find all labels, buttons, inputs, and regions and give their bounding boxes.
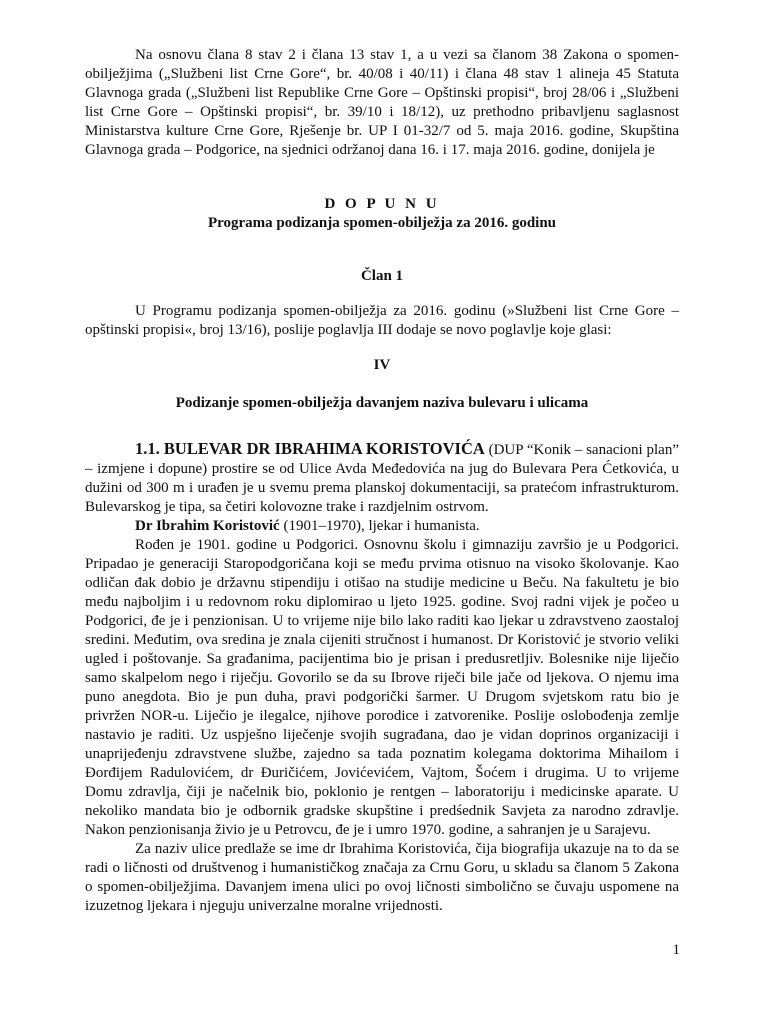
proposal-paragraph: Za naziv ulice predlaže se ime dr Ibrahima Koristovića, čija biografija ukazuje na to da se radi o ličnosti od društvenog i humanističkog značaja za Crnu Goru, u skladu sa članom 5 Zakona o spomen-obilježjima. Davanjem imena ulici po ovoj ličnosti simbolično se čuvaju uspomene na izuzetnog ljekara i njeguju univerzalne moralne vrijednosti. — [85, 841, 679, 914]
biography-paragraph: Rođen je 1901. godine u Podgorici. Osnovnu školu i gimnaziju završio je u Podgorici. Pripadao je generaciji Staropodgoričana koji se među prvima otisnuo na visoko školovanje. Kao odličan đak dobio je državnu stipendiju i otišao na studije medicine u Beču. Na fakultetu je bio među najboljim i u redovnom roku diplomirao u ljeto 1925. godine. Svoj radni vijek je počeo u Podgorici, đe je i penzionisan. U to vrijeme nije bilo lako raditi kao ljekar u zdravstveno zaostaloj sredini. Međutim, ova sredina je znala cijeniti stručnost i humanost. Dr Koristović je stvorio veliki ugled i poštovanje. Sa građanima, pacijentima bio je prisan i predusretljiv. Bolesnike nije liječio samo skalpelom nego i riječju. Govorilo se da su Ibrove riječi bile jače od ljekova. O njemu ima puno anegdota. Bio je pun duha, pravi podgorički šarmer. U Drugom svjetskom ratu bio je privržen NOR-u. Liječio je ilegalce, njihove porodice i zatvorenike. Poslije oslobođenja zemlje nastavio je raditi. Uz uspješno liječenje svojih sugrađana, dao je vidan doprinos organizaciji i unaprijeđenju zdravstvene službe, zajedno sa tada poznatim kolegama doktorima Mihailom i Đorđijem Radulovićem, dr Đuričićem, Jovićevićem, Vajtom, Šoćem i drugima. U to vrijeme Domu zdravlja, čiji je načelnik bio, poklonio je rentgen – laboratoriju i medicinske aparate. U nekoliko mandata bio je odbornik gradske skupštine i predśednik Savjeta za narodno zdravlje. Nakon penzionisanja živio je u Petrovcu, đe je i umro 1970. godine, a sahranjen je u Sarajevu. — [85, 537, 679, 838]
page-number: 1 — [672, 942, 680, 958]
person-name: Dr Ibrahim Koristović — [135, 518, 280, 534]
article-text: U Programu podizanja spomen-obilježja za 2016. godinu (»Službeni list Crne Gore – opštinski propisi«, broj 13/16), poslije poglavlja III dodaje se novo poglavlje koje glasi: — [85, 303, 679, 338]
section-paragraph — [85, 439, 679, 517]
spacer — [85, 160, 679, 195]
person-dates: (1901–1970), ljekar i humanista. — [279, 518, 480, 534]
intro-paragraph: Na osnovu člana 8 stav 2 i člana 13 stav 1, a u vezi sa članom 38 Zakona o spomen-obilježjima („Službeni list Crne Gore“, br. 40/08 i 40/11) i člana 48 stav 1 alineja 45 Statuta Glavnoga grada („Službeni list Republike Crne Gore – Opštinski propisi“, broj 28/06 i „Službeni list Crne Gore – Opštinski propisi“, br. 39/10 i 18/12), uz prethodno pribavljenu saglasnost Ministarstva kulture Crne Gore, Rješenje br. UP I 01-32/7 od 5. maja 2016. godine, Skupština Glavnoga grada – Podgorice, na sjednici održanoj dana 16. i 17. maja 2016. godine, donijela je — [85, 47, 679, 158]
document-title: D O P U N U — [324, 196, 440, 212]
article-heading: Član 1 — [360, 268, 404, 284]
document-page — [85, 46, 679, 916]
document-subtitle: Programa podizanja spomen-obilježja za 2016. godinu — [207, 215, 557, 231]
person-paragraph — [85, 517, 679, 536]
chapter-number: IV — [373, 357, 391, 373]
section-heading: 1.1. BULEVAR DR IBRAHIMA KORISTOVIĆA — [135, 439, 485, 458]
chapter-title: Podizanje spomen-obilježja davanjem naziva bulevaru i ulicama — [175, 395, 589, 411]
section-description: (DUP “Konik – sanacioni plan” – izmjene i dopune) prostire se od Ulice Avda Međedovića na jug do Bulevara Pera Ćetkovića, u dužini od 300 m i urađen je u svemu prema planskoj dokumentaciji, sa pratećom infrastrukturom. Bulevarskog je tipa, sa četiri kolovozne trake i razdjelnim ostrvom. — [85, 442, 679, 515]
